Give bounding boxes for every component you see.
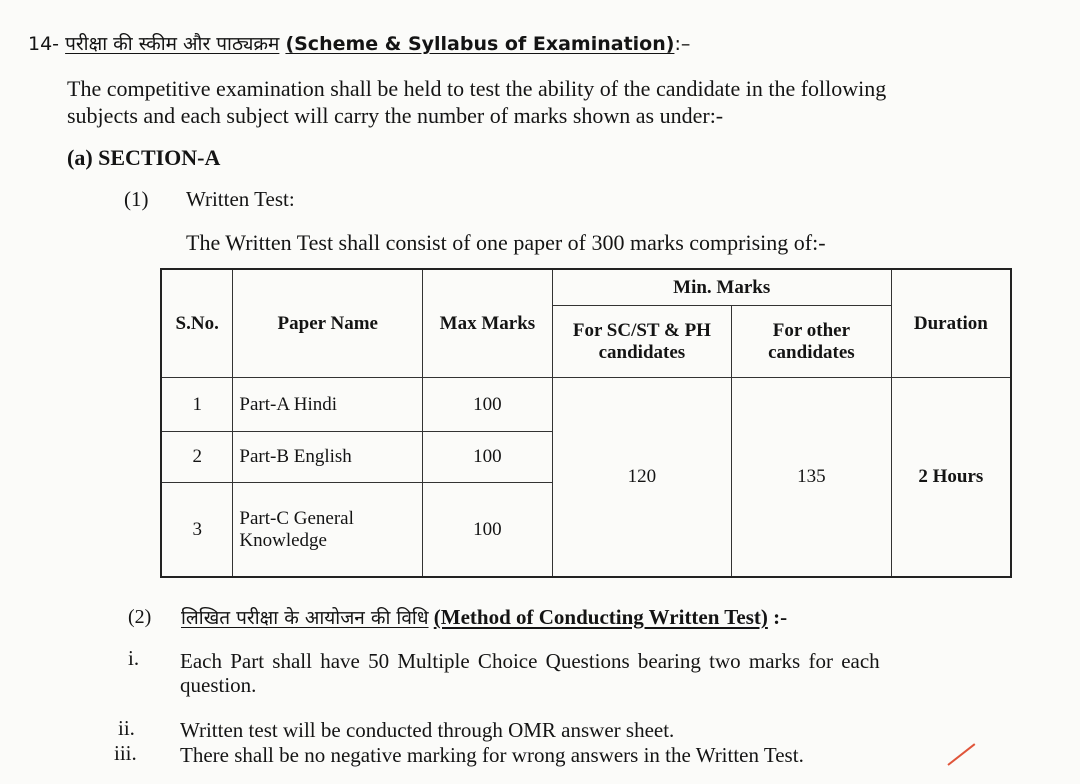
header-min-marks: Min. Marks	[552, 269, 891, 306]
header-paper-name: Paper Name	[233, 269, 423, 378]
intro-line-2: subjects and each subject will carry the number of marks shown as under:-	[67, 103, 724, 128]
row-paper-name: Part-C General Knowledge	[233, 483, 423, 577]
section-heading	[28, 30, 690, 56]
intro-line-1: The competitive examination shall be held to test the ability of the candidate in the following	[67, 76, 887, 101]
marks-table	[160, 268, 1012, 578]
heading-english: (Scheme & Syllabus of Examination)	[285, 33, 675, 55]
section-a-heading: (a) SECTION-A	[67, 145, 221, 170]
table-row	[161, 378, 1011, 431]
table-header-row	[161, 269, 1011, 306]
point-text: Written test will be conducted through OMR answer sheet.	[180, 718, 675, 742]
row-paper-name: Part-A Hindi	[233, 378, 423, 431]
min-marks-other: 135	[732, 378, 892, 577]
item-2-english: (Method of Conducting Written Test)	[433, 605, 768, 629]
point-number: iii.	[114, 741, 137, 765]
row-max-marks: 100	[423, 378, 553, 431]
item-1-label: Written Test:	[186, 187, 295, 211]
heading-suffix: :–	[674, 33, 691, 55]
row-sno: 2	[161, 431, 233, 482]
item-2-heading	[181, 604, 787, 630]
item-2-number: (2)	[128, 606, 152, 628]
item-2-suffix: :-	[773, 605, 788, 629]
header-other-candidates: For other candidates	[732, 306, 892, 378]
header-sno: S.No.	[161, 269, 233, 378]
written-test-description: The Written Test shall consist of one paper of 300 marks comprising of:-	[186, 230, 826, 255]
duration-value: 2 Hours	[891, 378, 1011, 577]
heading-hindi: परीक्षा की स्कीम और पाठ्यक्रम	[65, 33, 280, 55]
row-sno: 1	[161, 378, 233, 431]
point-text: There shall be no negative marking for wrong answers in the Written Test.	[180, 743, 804, 767]
row-paper-name: Part-B English	[233, 431, 423, 482]
item-2-hindi: लिखित परीक्षा के आयोजन की विधि	[181, 607, 429, 629]
row-sno: 3	[161, 483, 233, 577]
heading-number: 14-	[28, 33, 60, 55]
header-sc-st-ph: For SC/ST & PH candidates	[552, 306, 731, 378]
row-max-marks: 100	[423, 483, 553, 577]
point-text: Each Part shall have 50 Multiple Choice Questions bearing two marks for each	[180, 649, 880, 673]
row-max-marks: 100	[423, 431, 553, 482]
point-number: i.	[128, 646, 140, 670]
header-max-marks: Max Marks	[423, 269, 553, 378]
pen-mark	[947, 743, 975, 766]
header-duration: Duration	[891, 269, 1011, 378]
min-marks-sc: 120	[552, 378, 731, 577]
point-number: ii.	[118, 716, 135, 740]
point-text-continued: question.	[180, 673, 257, 697]
item-1-number: (1)	[124, 187, 149, 211]
